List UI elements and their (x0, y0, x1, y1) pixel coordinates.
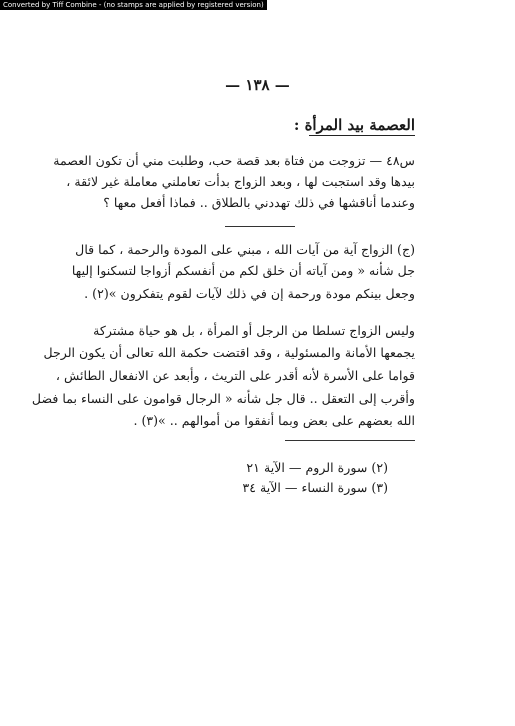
answer-line: وأقرب إلى التعقل .. قال جل شأنه « الرجال قوامون على النساء بما فضل (31, 391, 415, 406)
section-divider (225, 226, 295, 227)
footnote: (٣) سورة النساء — الآية ٣٤ (242, 480, 388, 495)
question-line: وعندما أناقشها في ذلك تهددني بالطلاق .. فماذا أفعل معها ؟ (103, 195, 415, 210)
answer-line: الله بعضهم على بعض وبما أنفقوا من أموالهم .. »(٣) . (133, 413, 415, 428)
footnote-rule (285, 440, 415, 441)
answer-line: قواما على الأسرة لأنه أقدر على التريث ، وأبعد عن الانفعال الطائش ، (55, 368, 415, 383)
converter-banner: Converted by Tiff Combine - (no stamps are applied by registered version) (0, 0, 267, 10)
heading-underline (309, 135, 415, 136)
answer-line: وليس الزواج تسلطا من الرجل أو المرأة ، بل هو حياة مشتركة (93, 323, 415, 338)
question-line: س٤٨ — تزوجت من فتاة بعد قصة حب، وطلبت مني أن تكون العصمة (53, 153, 415, 168)
footnote: (٢) سورة الروم — الآية ٢١ (246, 460, 388, 475)
answer-line: وجعل بينكم مودة ورحمة إن في ذلك لآيات لقوم يتفكرون »(٢) . (84, 286, 415, 301)
question-line: بيدها وقد استجبت لها ، وبعد الزواج بدأت تعاملني معاملة غير لائقة ، (66, 174, 415, 189)
section-heading: العصمة بيد المرأة : (293, 116, 415, 134)
answer-line: يجمعها الأمانة والمسئولية ، وقد اقتضت حكمة الله تعالى أن يكون الرجل (43, 345, 415, 360)
answer-line: (ج) الزواج آية من آيات الله ، مبني على المودة والرحمة ، كما قال (75, 242, 415, 257)
answer-line: جل شأنه « ومن آياته أن خلق لكم من أنفسكم أزواجا لتسكنوا إليها (71, 263, 415, 278)
page-number: — ١٣٨ — (225, 76, 290, 94)
